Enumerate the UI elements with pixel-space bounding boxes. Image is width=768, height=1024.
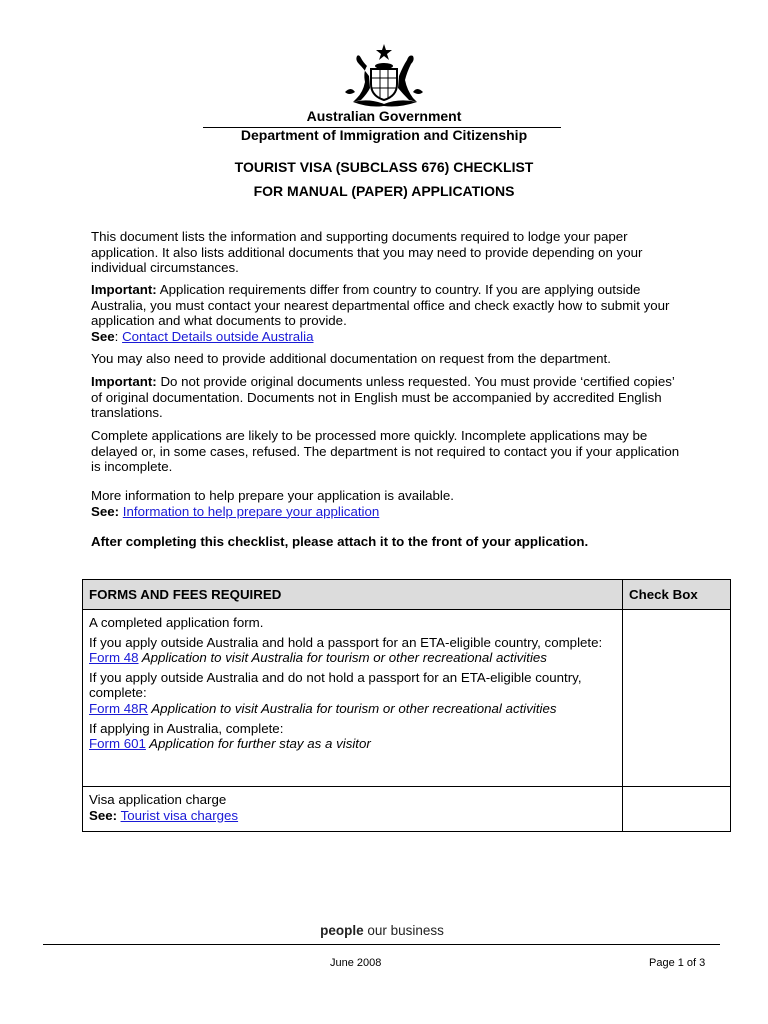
form-48r-description: Application to visit Australia for tourism or other recreational activities bbox=[148, 700, 557, 716]
see-colon: : bbox=[114, 328, 123, 344]
important-notice-1 bbox=[91, 282, 681, 344]
more-info-paragraph bbox=[91, 488, 681, 519]
footer-date: June 2008 bbox=[330, 957, 382, 969]
visa-charge-text: Visa application charge bbox=[89, 792, 227, 807]
form-48r-link[interactable]: Form 48R bbox=[89, 700, 149, 716]
see-label: See bbox=[91, 328, 115, 344]
in-australia-instructions bbox=[89, 721, 616, 752]
see-label: See: bbox=[89, 807, 118, 823]
form-48-link[interactable]: Form 48 bbox=[89, 650, 139, 666]
slogan-bold: people bbox=[320, 923, 364, 938]
visa-charge-cell bbox=[83, 787, 623, 832]
slogan-rest: our business bbox=[363, 923, 444, 938]
form-48-description: Application to visit Australia for tourism or other recreational activities bbox=[138, 650, 547, 666]
form-601-description: Application for further stay as a visitor bbox=[145, 736, 371, 752]
coat-of-arms-icon bbox=[333, 42, 435, 108]
eta-eligible-instructions bbox=[89, 635, 616, 666]
forms-fees-table bbox=[82, 579, 731, 832]
important-label: Important: bbox=[91, 374, 157, 389]
form-601-link[interactable]: Form 601 bbox=[89, 736, 146, 752]
table-row bbox=[83, 610, 731, 787]
application-form-cell bbox=[83, 610, 623, 787]
intro-paragraph: This document lists the information and supporting documents required to lodge your paper application. It also lists additional documents that you may need to provide depending on your individual circumstances. bbox=[91, 229, 643, 276]
tourist-visa-charges-link[interactable]: Tourist visa charges bbox=[120, 807, 239, 823]
government-name: Australian Government bbox=[306, 108, 462, 124]
prepare-application-link[interactable]: Information to help prepare your application bbox=[122, 503, 380, 519]
in-australia-text: If applying in Australia, complete: bbox=[89, 720, 284, 736]
important-notice-2 bbox=[91, 374, 681, 421]
non-eta-instructions bbox=[89, 670, 616, 717]
page-number: Page 1 of 3 bbox=[649, 957, 706, 969]
additional-docs-paragraph: You may also need to provide additional documentation on request from the department. bbox=[91, 351, 611, 366]
footer-slogan bbox=[0, 923, 764, 938]
document-title-line2: FOR MANUAL (PAPER) APPLICATIONS bbox=[253, 183, 515, 199]
contact-details-link[interactable]: Contact Details outside Australia bbox=[122, 328, 314, 344]
completed-form-text: A completed application form. bbox=[89, 615, 264, 630]
important-text: Do not provide original documents unless requested. You must provide ‘certified copies’ of original documentation. Documents not in English must be accompanied by accredited English translations. bbox=[91, 374, 675, 421]
more-info-text: More information to help prepare your application is available. bbox=[91, 488, 454, 503]
footer-divider bbox=[43, 944, 720, 945]
important-text: Application requirements differ from country to country. If you are applying outside Australia, you must contact your nearest departmental office and check exactly how to submit your application and what documents to provide. bbox=[91, 282, 670, 329]
non-eta-text: If you apply outside Australia and do not hold a passport for an ETA-eligible country, complete: bbox=[89, 669, 582, 701]
table-row bbox=[83, 787, 731, 832]
eta-text: If you apply outside Australia and hold a passport for an ETA-eligible country, complete: bbox=[89, 634, 603, 650]
table-header-row bbox=[83, 580, 731, 610]
attach-checklist-note: After completing this checklist, please attach it to the front of your application. bbox=[91, 534, 589, 549]
document-title-line1: TOURIST VISA (SUBCLASS 676) CHECKLIST bbox=[234, 159, 534, 175]
check-box-cell[interactable] bbox=[623, 787, 731, 832]
see-label: See: bbox=[91, 503, 120, 519]
check-box-cell[interactable] bbox=[623, 610, 731, 787]
processing-paragraph: Complete applications are likely to be processed more quickly. Incomplete applications may be delayed or, in some cases, refused. The department is not required to contact you if your application is incomplete. bbox=[91, 428, 680, 475]
forms-fees-header: FORMS AND FEES REQUIRED bbox=[83, 580, 623, 610]
department-name: Department of Immigration and Citizenship bbox=[240, 127, 528, 143]
important-label: Important: bbox=[91, 282, 157, 297]
check-box-header: Check Box bbox=[623, 580, 731, 610]
